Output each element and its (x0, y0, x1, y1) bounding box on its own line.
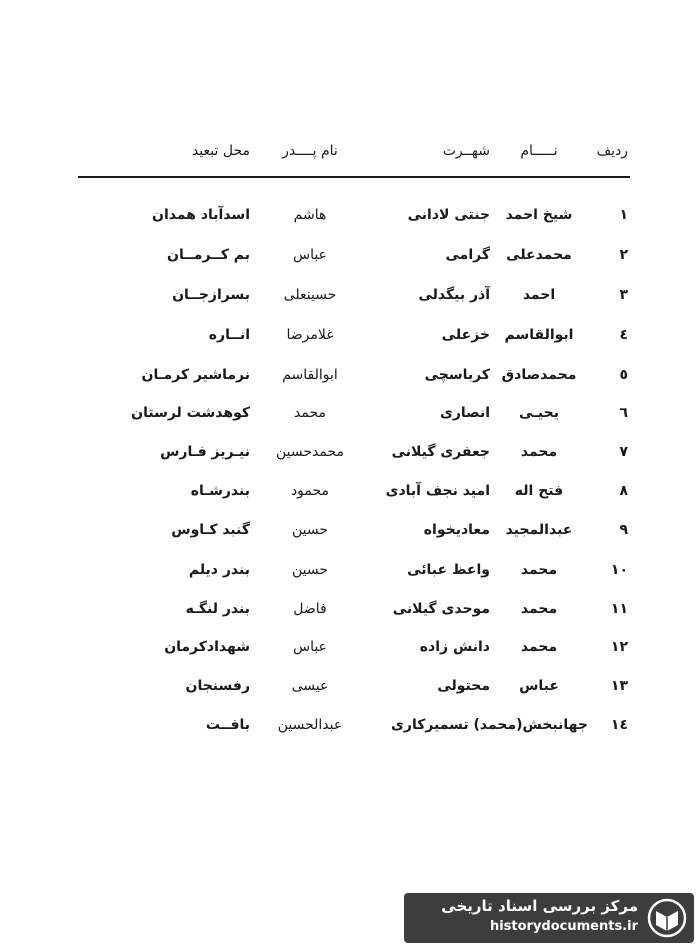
row-family: جنتی لادانی (407, 207, 490, 223)
row-no: ۳ (619, 287, 628, 303)
row-family: کرباسچی (424, 367, 490, 383)
row-family: جعفری گیلانی (391, 444, 490, 460)
table-row (80, 240, 628, 270)
row-place: بسرازجــان (172, 287, 250, 303)
row-place: رفسنجان (185, 678, 250, 694)
row-family: انصاری (440, 405, 490, 421)
row-father: حسینعلی (283, 287, 337, 303)
row-father: حسین (291, 562, 329, 578)
row-place: کوهدشت لرستان (131, 405, 250, 421)
row-family: معادیخواه (423, 522, 490, 538)
table-row (80, 476, 628, 506)
row-no: ۱۳ (610, 678, 628, 694)
row-place: بندر لنگـه (185, 601, 250, 617)
row-name: شیخ احمد (505, 207, 573, 223)
row-name: محمدعلی (506, 247, 572, 263)
row-no: ۸ (619, 483, 628, 499)
row-father: محمود (290, 483, 330, 499)
row-father: غلامرضا (286, 327, 334, 343)
book-emblem-icon (646, 898, 688, 938)
row-family: واعظ عبائی (407, 562, 490, 578)
row-name: احمد (522, 287, 556, 303)
row-name: ابوالقاسم (504, 327, 574, 343)
row-name: یحیـی (518, 405, 559, 421)
row-father: عبدالحسین (277, 717, 343, 733)
row-place: بندر دیلم (188, 562, 250, 578)
header-rule (78, 176, 630, 178)
table-row (80, 594, 628, 624)
row-name: محمدصادق (501, 367, 577, 383)
row-name: فتح اله (514, 483, 564, 499)
table-row (80, 555, 628, 585)
row-name: عبدالمجید (505, 522, 573, 538)
row-place: نرماشیر کرمـان (141, 367, 250, 383)
row-father: محمدحسین (275, 444, 344, 460)
watermark-title: مرکز بررسی اسناد تاریخی (441, 897, 638, 915)
row-place: نیـریز فـارس (160, 444, 250, 460)
row-family: خزعلی (441, 327, 490, 343)
row-family: آذر بیگدلی (418, 287, 490, 303)
row-place: گنبد کـاوس (171, 522, 250, 538)
row-father: عیسی (291, 678, 329, 694)
row-place: اسدآباد همدان (152, 207, 250, 223)
row-name-family: جهانبخش(محمد) تسمیرکاری (391, 717, 588, 733)
table-row (80, 671, 628, 701)
header-place: محل تبعید (191, 143, 250, 159)
row-family: محتولی (437, 678, 490, 694)
row-father: محمد (294, 405, 326, 421)
header-row-no: ردیف (596, 143, 628, 159)
table-row (80, 398, 628, 428)
row-name: محمد (520, 639, 558, 655)
row-father: هاشم (293, 207, 327, 223)
watermark-url: historydocuments.ir (489, 919, 638, 934)
row-no: ۱۱ (610, 601, 628, 617)
row-no: ٥ (619, 367, 628, 383)
table-row (80, 437, 628, 467)
row-father: ابوالقاسم (282, 367, 338, 383)
row-family: گرامی (445, 247, 490, 263)
row-name: محمد (520, 444, 558, 460)
table-row (80, 200, 628, 230)
row-no: ۱۲ (610, 639, 628, 655)
row-no: ۷ (619, 444, 628, 460)
row-no: ٦ (619, 405, 628, 421)
table-row (80, 280, 628, 310)
header-father: نام پــــدر (282, 143, 338, 159)
table-row (80, 320, 628, 350)
row-no: ٤ (619, 327, 628, 343)
row-no: ۱ (619, 207, 628, 223)
table-row (80, 515, 628, 545)
table-header (80, 136, 628, 166)
row-family: امید نجف آبادی (385, 483, 490, 499)
row-name: عباس (519, 678, 559, 694)
row-no: ۱۰ (610, 562, 628, 578)
row-no: ۱٤ (610, 717, 628, 733)
row-place: بندرشـاه (190, 483, 250, 499)
row-place: شهدادکرمان (164, 639, 250, 655)
row-father: فاضل (293, 601, 327, 617)
row-name: محمد (520, 601, 558, 617)
header-name: نـــــام (520, 143, 558, 159)
row-no: ۹ (619, 522, 628, 538)
row-father: حسین (291, 522, 329, 538)
row-family: موحدی گیلانی (392, 601, 490, 617)
row-place: بافــت (205, 717, 250, 733)
row-father: عباس (293, 247, 327, 263)
row-name: محمد (520, 562, 558, 578)
table-row (80, 710, 628, 740)
row-family: دانش زاده (419, 639, 490, 655)
table-row (80, 360, 628, 390)
table-row (80, 632, 628, 662)
row-father: عباس (293, 639, 327, 655)
header-family: شهــرت (442, 143, 490, 159)
row-place: بم کــرمــان (167, 247, 250, 263)
row-no: ۲ (619, 247, 628, 263)
row-place: انــاره (208, 327, 250, 343)
watermark-logo (404, 893, 694, 943)
